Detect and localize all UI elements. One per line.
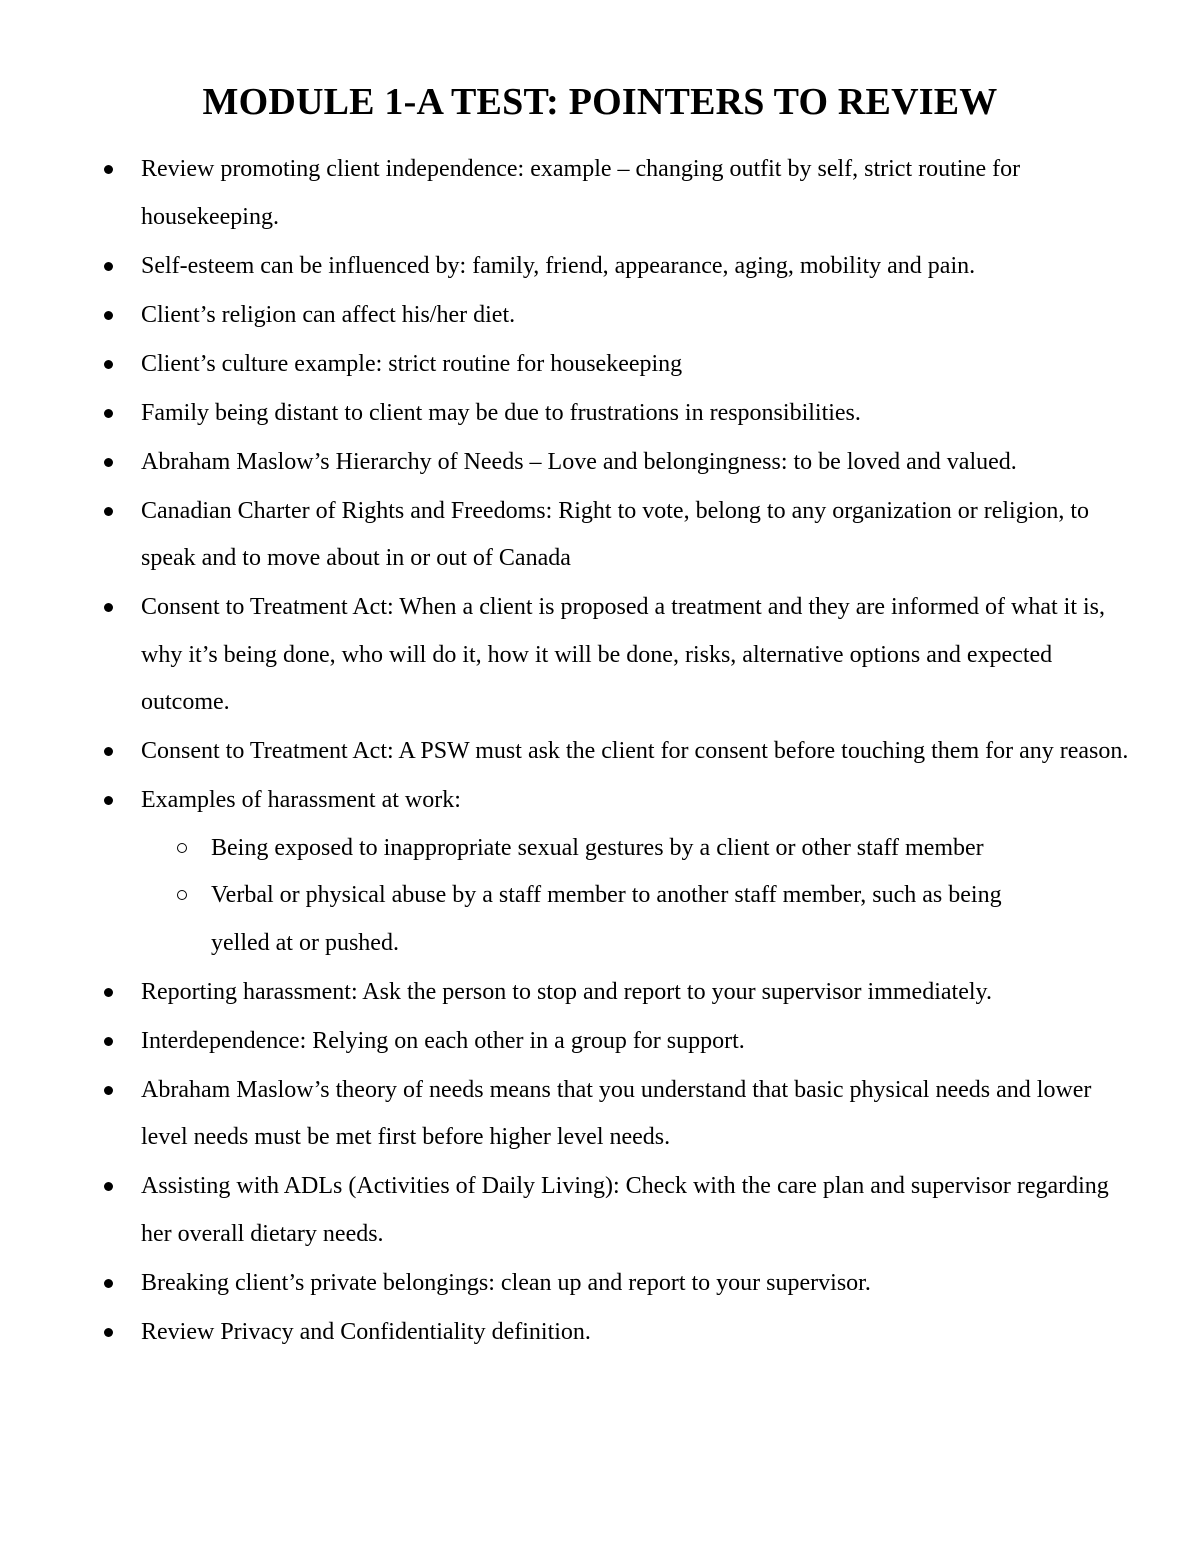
bullet-icon: [104, 1279, 113, 1288]
list-item-text: Consent to Treatment Act: A PSW must ask the client for consent before touching them for any reason.: [141, 738, 1129, 764]
list-item-text: Examples of harassment at work:: [141, 787, 461, 813]
bullet-icon: [104, 165, 113, 174]
list-item-text: Self-esteem can be influenced by: family, friend, appearance, aging, mobility and pain.: [141, 252, 976, 279]
list-item: [0, 390, 1200, 438]
hollow-bullet-icon: [177, 890, 187, 900]
list-item: [0, 1163, 1200, 1258]
bullet-icon: [104, 507, 113, 516]
list-item: [0, 1018, 1200, 1066]
list-item-text: Abraham Maslow’s Hierarchy of Needs – Love and belongingness: to be loved and valued.: [141, 448, 1017, 475]
harassment-sublist: [141, 825, 1130, 968]
list-item: [0, 1309, 1200, 1357]
list-item-text: Family being distant to client may be due to frustrations in responsibilities.: [141, 399, 861, 426]
list-item-text: Interdependence: Relying on each other in a group for support.: [141, 1027, 745, 1054]
list-item: [0, 488, 1200, 583]
bullet-icon: [104, 603, 113, 612]
bullet-icon: [104, 1037, 113, 1046]
list-item: [0, 969, 1200, 1017]
list-item: [0, 146, 1200, 241]
bullet-icon: [104, 1182, 113, 1191]
list-item-text: Assisting with ADLs (Activities of Daily Living): Check with the care plan and supervisor regarding her overall dietary needs.: [141, 1173, 1109, 1247]
bullet-icon: [104, 262, 113, 271]
sub-list-item-text: Being exposed to inappropriate sexual gestures by a client or other staff member: [211, 834, 984, 861]
list-item: [0, 292, 1200, 340]
page-title: MODULE 1-A TEST: POINTERS TO REVIEW: [202, 81, 998, 123]
bullet-icon: [104, 1086, 113, 1095]
bullet-icon: [104, 747, 113, 756]
list-item-text: Reporting harassment: Ask the person to stop and report to your supervisor immediately.: [141, 978, 992, 1005]
sub-list-item-text: Verbal or physical abuse by a staff member to another staff member, such as being yelled at or pushed.: [211, 882, 1002, 956]
bullet-icon: [104, 988, 113, 997]
hollow-bullet-icon: [177, 843, 187, 853]
list-item: [0, 584, 1200, 727]
bullet-icon: [104, 409, 113, 418]
bullet-icon: [104, 458, 113, 467]
bullet-icon: [104, 1328, 113, 1337]
list-item: [0, 1067, 1200, 1162]
list-item: [0, 341, 1200, 389]
sub-list-item: [0, 872, 1130, 967]
list-item: [0, 1260, 1200, 1308]
list-item: [0, 439, 1200, 487]
bullet-icon: [104, 311, 113, 320]
sub-list-item: [0, 825, 1130, 873]
bullet-icon: [104, 796, 113, 805]
list-item-text: Client’s culture example: strict routine for housekeeping: [141, 350, 683, 377]
review-pointers-list: [0, 146, 1200, 1358]
list-item-text: Breaking client’s private belongings: clean up and report to your supervisor.: [141, 1269, 871, 1296]
list-item-harassment-examples: [0, 777, 1200, 967]
list-item-text: Canadian Charter of Rights and Freedoms: Right to vote, belong to any organization or religion, to speak and to move about in or out of Canada: [141, 497, 1090, 571]
list-item-text: Review Privacy and Confidentiality definition.: [141, 1318, 591, 1345]
list-item: [0, 243, 1200, 291]
list-item: [0, 728, 1200, 776]
list-item-text: Client’s religion can affect his/her diet.: [141, 301, 516, 328]
list-item-text: Consent to Treatment Act: When a client is proposed a treatment and they are informed of what it is, why it’s being done, who will do it, how it will be done, risks, alternative options and expected outcome.: [141, 594, 1105, 715]
list-item-text: Abraham Maslow’s theory of needs means that you understand that basic physical needs and lower level needs must be met first before higher level needs.: [141, 1076, 1092, 1150]
bullet-icon: [104, 360, 113, 369]
list-item-text: Review promoting client independence: example – changing outfit by self, strict routine for housekeeping.: [141, 156, 1021, 230]
